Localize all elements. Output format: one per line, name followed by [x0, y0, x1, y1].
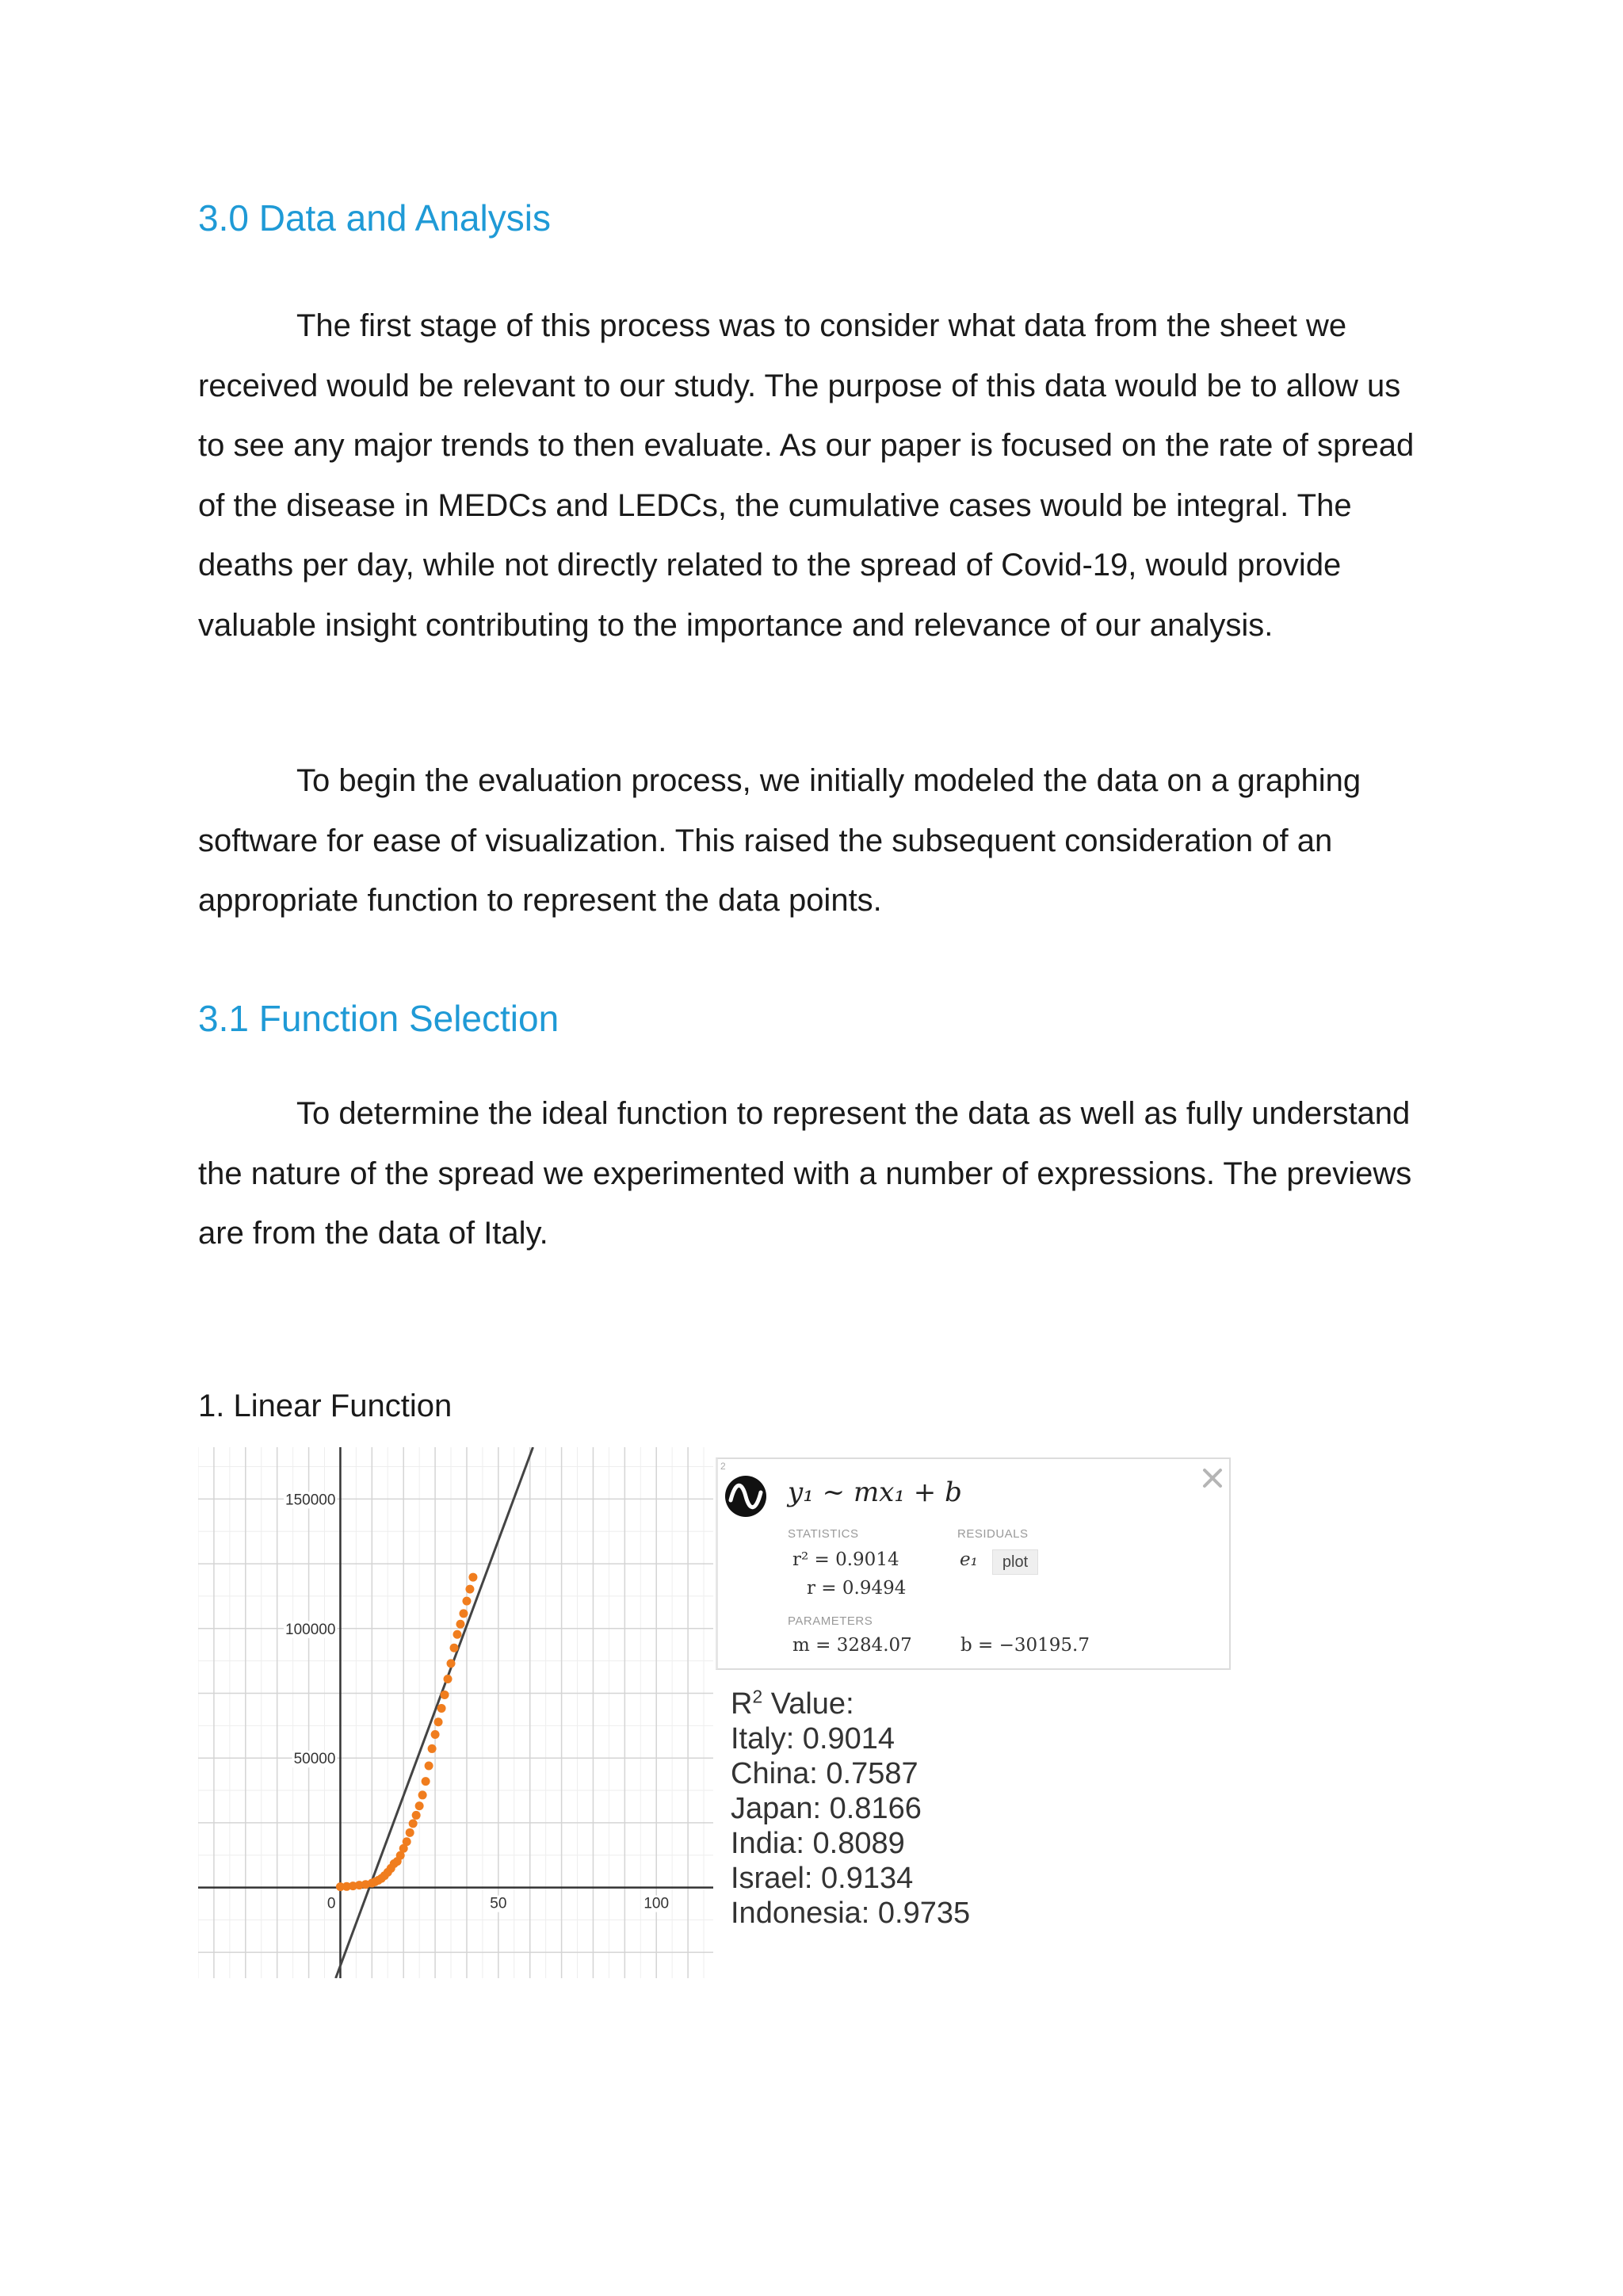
- paragraph-function-selection: [198, 1084, 1434, 1264]
- data-point: [459, 1609, 468, 1618]
- desmos-regression-icon: [724, 1475, 767, 1518]
- r2-values-title: $R^2$ Value:: [731, 1686, 854, 1721]
- r2-values-list: [731, 1687, 970, 1931]
- data-point: [465, 1585, 474, 1594]
- data-point: [406, 1828, 414, 1837]
- x-tick-label: 0: [327, 1895, 336, 1912]
- data-point: [415, 1801, 424, 1810]
- linear-regression-graph[interactable]: [198, 1447, 713, 1978]
- section-heading-data-analysis: 3.0 Data and Analysis: [198, 197, 551, 239]
- close-icon[interactable]: [1198, 1464, 1227, 1492]
- r-value: r = 0.9494: [807, 1578, 907, 1599]
- data-point: [428, 1744, 437, 1753]
- plot-residuals-button[interactable]: plot: [992, 1549, 1038, 1575]
- y-tick-label: 100000: [285, 1621, 336, 1638]
- x-tick-label: 100: [643, 1895, 670, 1912]
- data-point: [450, 1644, 459, 1652]
- residual-variable: e₁: [960, 1549, 978, 1570]
- r2-row-italy: Italy: 0.9014: [731, 1722, 896, 1755]
- paragraph-intro-text: The first stage of this process was to consider what data from the sheet we received would be relevant to our study. The purpose of this data would be to allow us to see any major trends to then evaluate. As our paper is focused on the rate of spread of the disease in MEDCs and LEDCs, the cumulative cases would be integral. The deaths per day, while not directly related to the spread of Covid-19, would provide valuable insight contributing to the importance and relevance of our analysis.: [198, 308, 1415, 643]
- slope-value: m = 3284.07: [792, 1635, 912, 1656]
- residuals-label: RESIDUALS: [957, 1527, 1029, 1541]
- paragraph-evaluation-text: To begin the evaluation process, we initially modeled the data on a graphing software for ease of visualization. This raised the subsequent consideration of an appropriate function to represent the data points.: [198, 763, 1361, 918]
- x-tick-label: 50: [490, 1895, 507, 1912]
- data-point: [468, 1573, 477, 1582]
- r2-row-indonesia: Indonesia: 0.9735: [731, 1897, 971, 1930]
- data-point: [441, 1690, 449, 1699]
- intercept-value: b = −30195.7: [960, 1635, 1090, 1656]
- data-point: [418, 1790, 427, 1799]
- data-point: [412, 1811, 421, 1820]
- data-point: [447, 1659, 456, 1668]
- r2-row-japan: Japan: 0.8166: [731, 1792, 922, 1825]
- data-point: [437, 1704, 446, 1713]
- y-tick-label: 50000: [293, 1751, 336, 1768]
- r-squared-value: r² = 0.9014: [792, 1549, 899, 1570]
- paragraph-evaluation: [198, 751, 1434, 931]
- r2-row-india: India: 0.8089: [731, 1827, 905, 1860]
- data-point: [456, 1620, 464, 1629]
- data-point: [425, 1762, 433, 1771]
- graph-background: [198, 1447, 713, 1978]
- data-point: [431, 1730, 440, 1739]
- r2-row-china: China: 0.7587: [731, 1757, 918, 1790]
- regression-panel[interactable]: [716, 1457, 1231, 1670]
- section-heading-function-selection: 3.1 Function Selection: [198, 998, 559, 1039]
- data-point: [444, 1675, 453, 1683]
- data-point: [453, 1630, 461, 1639]
- paragraph-intro: [198, 296, 1434, 655]
- subheading-linear-function: 1. Linear Function: [198, 1389, 453, 1423]
- data-point: [409, 1819, 418, 1828]
- parameters-label: PARAMETERS: [788, 1614, 873, 1628]
- regression-equation: y₁ ~ mx₁ + b: [788, 1477, 962, 1508]
- data-point: [403, 1837, 411, 1846]
- y-tick-label: 150000: [285, 1492, 336, 1509]
- expression-index: 2: [720, 1461, 726, 1472]
- data-point: [462, 1597, 471, 1606]
- data-point: [434, 1717, 443, 1726]
- paragraph-function-selection-text: To determine the ideal function to represent the data as well as fully understand the nature of the spread we experimented with a number of expressions. The previews are from the data of Italy.: [198, 1096, 1412, 1251]
- r2-row-israel: Israel: 0.9134: [731, 1862, 914, 1895]
- statistics-label: STATISTICS: [788, 1527, 859, 1541]
- data-point: [422, 1777, 430, 1786]
